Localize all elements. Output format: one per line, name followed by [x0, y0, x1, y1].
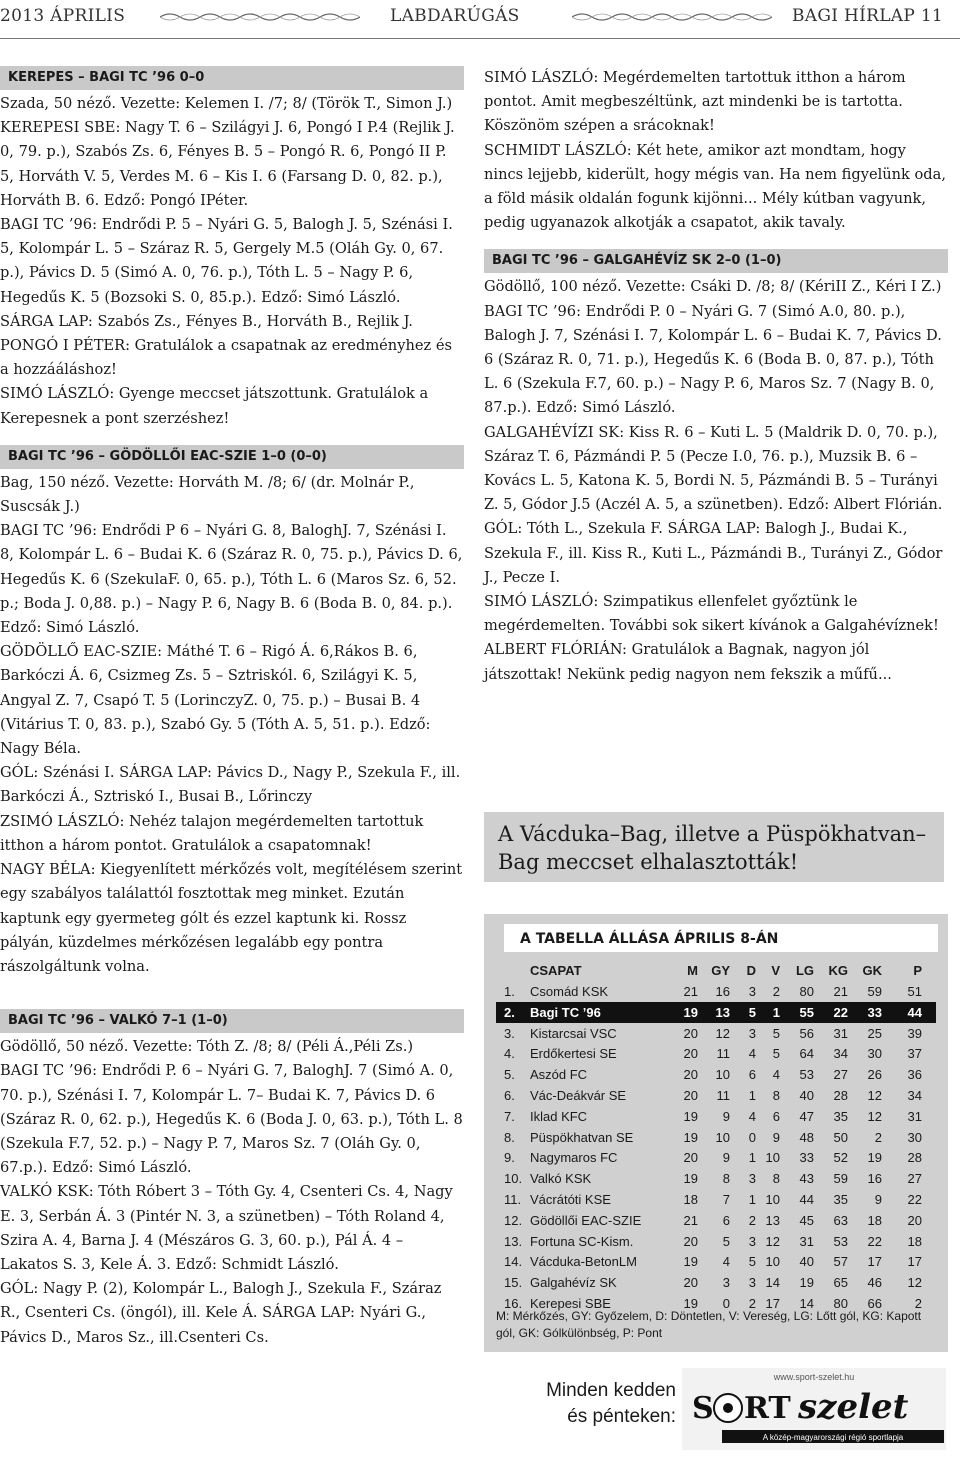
ad-text — [504, 1378, 676, 1430]
table-row — [496, 1168, 936, 1189]
match-info: Gödöllő, 100 néző. Vezette: Csáki D. /8; 8/ (KériII Z., Kéri I Z.) — [484, 278, 942, 296]
table-cell: 3 — [748, 1275, 756, 1291]
table-cell: 19 — [683, 1171, 698, 1187]
table-cell: 33 — [867, 1004, 882, 1020]
table-cell: 59 — [833, 1171, 848, 1187]
table-cell: 34 — [833, 1046, 848, 1062]
table-cell: 13 — [765, 1212, 780, 1228]
quote-simo: SIMÓ LÁSZLÓ: Megérdemelten tartottuk itthon a három pontot. Amit megbeszéltünk, azt mindenki be is tartotta. Köszönöm szépen a srácoknak! — [484, 69, 906, 135]
team-name: Valkó KSK — [530, 1171, 592, 1187]
right-column — [484, 66, 948, 687]
table-cell: 6 — [748, 1067, 756, 1083]
table-cell: 25 — [867, 1025, 882, 1041]
ornament-left — [160, 11, 360, 23]
table-cell: 20 — [683, 1025, 698, 1041]
section-title-godollo: BAGI TC ’96 – GÖDÖLLŐI EAC-SZIE 1–0 (0–0) — [0, 445, 464, 469]
team-name: Vácduka-BetonLM — [530, 1254, 637, 1270]
table-cell: 10 — [765, 1150, 780, 1166]
table-cell: 6. — [504, 1088, 515, 1103]
lineup-bag: BAGI TC ’96: Endrődi P 6 – Nyári G. 8, BaloghJ. 7, Szénási I. 8, Kolompár L. 6 – Budai K. 6 (Száraz R. 0, 75. p.), Pávics D. 6, Hegedűs K. 6 (SzekulaF. 0, 65. p.), Tóth L. 6 (Maros Sz. 6, 52. p.; Boda J. 0,88. p.) – Nagy P. 6, Nagy B. 6 (Boda B. 0, 84. p.). Edző: Simó László. — [0, 522, 463, 637]
logo-url: www.sport-szelet.hu — [773, 1372, 855, 1382]
table-row — [496, 1064, 936, 1085]
table-cell: 2 — [874, 1129, 882, 1145]
table-cell: 51 — [907, 984, 922, 999]
section-title-kerepes: KEREPES – BAGI TC ’96 0–0 — [0, 66, 464, 90]
table-cell: 1 — [748, 1088, 756, 1103]
lineup-godollo: GÖDÖLLŐ EAC-SZIE: Máthé T. 6 – Rigó Á. 6,Rákos B. 6, Barkóczi Á. 6, Csizmeg Zs. 5 – Sztriskól. 6, Szilágyi K. 5, Angyal Z. 7, Csapó T. 5 (LorinczyZ. 0, 75. p.) – Busai B. 4 (Vitárius T. 0, 83. p.), Szabó Gy. 5 (Tóth A. 5, 51. p.). Edző: Nagy Béla. — [0, 643, 431, 758]
table-cell: 12 — [867, 1088, 882, 1103]
lineup-kerepes: KEREPESI SBE: Nagy T. 6 – Szilágyi J. 6, Pongó I P.4 (Rejlik J. 0, 79. p.), Szabós Zs. 6, Fényes B. 5 – Pongó R. 6, Pongó II P. 5, Horváth V. 5, Verdes M. 6 – Kis I. 6 (Farsang D. 0, 82. p.), Horváth B. 6. Edző: Pongó IPéter. — [0, 119, 455, 209]
table-cell: 56 — [799, 1025, 814, 1041]
table-cell: 37 — [907, 1046, 922, 1062]
table-cell: 16 — [715, 984, 730, 999]
table-cell: 30 — [867, 1046, 882, 1062]
table-cell: 12 — [867, 1108, 882, 1124]
table-cell: 0 — [722, 1296, 730, 1311]
table-cell: 44 — [799, 1192, 814, 1207]
table-cell: 9. — [504, 1150, 515, 1166]
match-info: Bag, 150 néző. Vezette: Horváth M. /8; 6/ (dr. Molnár P., Suscsák J.) — [0, 473, 415, 516]
table-cell: 10 — [715, 1129, 730, 1145]
svg-text:RT: RT — [744, 1391, 791, 1426]
table-cell: 3 — [722, 1275, 730, 1291]
table-cell: 21 — [683, 1212, 698, 1228]
table-cell: 2 — [748, 1212, 756, 1228]
ad-line-1: Minden kedden — [546, 1380, 676, 1401]
table-cell: 57 — [833, 1254, 848, 1270]
table-title: A TABELLA ÁLLÁSA ÁPRILIS 8-ÁN — [504, 924, 938, 952]
table-row — [496, 1043, 936, 1064]
table-cell: 47 — [799, 1108, 814, 1124]
postponed-banner: A Vácduka–Bag, illetve a Püspökhatvan–Bag meccset elhalasztották! — [484, 812, 944, 882]
section-title-valko: BAGI TC ’96 – VALKÓ 7–1 (1–0) — [0, 1009, 464, 1033]
team-name: Kerepesi SBE — [530, 1296, 611, 1311]
table-cell: 17 — [907, 1254, 922, 1270]
table-cell: 21 — [683, 984, 698, 999]
team-name: Vácrátóti KSE — [530, 1192, 611, 1207]
col-header: V — [771, 963, 780, 978]
table-cell: 16 — [867, 1171, 882, 1187]
col-header: GY — [711, 963, 730, 978]
table-cell: 10 — [765, 1192, 780, 1207]
table-cell: 80 — [833, 1296, 848, 1311]
header-date: 2013 ÁPRILIS — [0, 6, 126, 26]
table-cell: 48 — [799, 1129, 814, 1145]
table-cell: 1 — [772, 1004, 780, 1020]
table-cell: 8 — [772, 1088, 780, 1103]
table-cell: 33 — [799, 1150, 814, 1166]
lineup-bag: BAGI TC ’96: Endrődi P. 5 – Nyári G. 5, Balogh J. 5, Szénási I. 5, Kolompár L. 5 – Száraz R. 5, Gergely M.5 (Oláh Gy. 0, 67. p.), Pávics D. 5 (Simó A. 0, 76. p.), Tóth L. 5 – Nagy P. 6, Hegedűs K. 5 (Bozsoki S. 0, 85.p.). Edző: Simó László. — [0, 216, 453, 306]
table-cell: 7 — [722, 1192, 730, 1207]
team-name: Püspökhatvan SE — [530, 1129, 634, 1145]
table-cell: 17 — [867, 1254, 882, 1270]
table-row — [496, 1127, 936, 1148]
table-cell: 14 — [799, 1296, 814, 1311]
table-cell: 4 — [748, 1108, 756, 1124]
section-title-galgaheviz: BAGI TC ’96 – GALGAHÉVÍZ SK 2–0 (1–0) — [484, 249, 948, 273]
table-cell: 1. — [504, 984, 515, 999]
team-name: Nagymaros FC — [530, 1150, 618, 1166]
table-row — [496, 1106, 936, 1127]
table-row — [496, 1210, 936, 1231]
table-cell: 15. — [504, 1275, 523, 1291]
table-cell: 26 — [867, 1067, 882, 1083]
table-cell: 5 — [772, 1025, 780, 1041]
lineup-galgaheviz: GALGAHÉVÍZI SK: Kiss R. 6 – Kuti L. 5 (Maldrik D. 0, 70. p.), Száraz T. 6, Pázmándi P. 5 (Pecze I.0, 76. p.), Muzsik B. 6 – Kovács L. 5, Katona K. 5, Bordi N. 5, Pázmándi B. 5 – Turányi Z. 5, Gódor J.5 (Aczél A. 5, a szünetben). Edző: Albert Flórián. — [484, 423, 943, 514]
header-section: LABDARÚGÁS — [390, 6, 520, 26]
table-cell: 13. — [504, 1233, 523, 1249]
table-cell: 12 — [907, 1275, 922, 1291]
table-legend: M: Mérkőzés, GY: Győzelem, D: Döntetlen, V: Vereség, LG: Lőtt gól, KG: Kapott gól, GK: Gólkülönbség, P: Pont — [496, 1309, 922, 1340]
table-cell: 8 — [722, 1171, 730, 1187]
table-cell: 3 — [748, 1025, 756, 1041]
col-header: LG — [795, 963, 814, 978]
table-cell: 46 — [867, 1275, 882, 1291]
table-cell: 12. — [504, 1212, 523, 1228]
table-cell: 64 — [799, 1046, 814, 1062]
left-column — [0, 66, 464, 1350]
table-cell: 5 — [772, 1046, 780, 1062]
table-cell: 9 — [722, 1150, 730, 1166]
table-cell: 19 — [683, 1129, 698, 1145]
table-cell: 44 — [907, 1004, 922, 1020]
table-cell: 11 — [716, 1088, 730, 1103]
team-name: Erdőkertesi SE — [530, 1046, 617, 1062]
table-cell: 53 — [833, 1233, 848, 1249]
table-cell: 5. — [504, 1067, 515, 1083]
quote-zsimo: ZSIMÓ LÁSZLÓ: Nehéz talajon megérdemelten tartottuk itthon a három pontot. Gratulálok a csapatomnak! — [0, 812, 424, 854]
table-cell: 19 — [683, 1108, 698, 1124]
ornament-right — [572, 11, 772, 23]
table-cell: 39 — [907, 1025, 922, 1041]
table-cell: 8 — [772, 1171, 780, 1187]
table-cell: 5 — [748, 1254, 756, 1270]
table-cell: 18 — [907, 1233, 922, 1249]
table-cell: 5 — [748, 1004, 756, 1020]
table-cell: 17 — [765, 1296, 780, 1311]
table-row — [496, 1147, 936, 1168]
table-cell: 53 — [799, 1067, 814, 1083]
page-header — [0, 0, 960, 40]
quote-schmidt: SCHMIDT LÁSZLÓ: Két hete, amikor azt mondtam, hogy nincs lejjebb, kiderült, hogy mégis van. Ha nem figyelünk oda, a föld másik oldalán fogunk kijönni... Mély kútban vagyunk, pedig ugyanazok alkotják a csapatot, akik tavaly. — [484, 141, 946, 232]
table-cell: 20 — [683, 1046, 698, 1062]
lineup-bag: BAGI TC ’96: Endrődi P. 0 – Nyári G. 7 (Simó A.0, 80. p.), Balogh J. 7, Szénási I. 7, Kolompár L. 6 – Budai K. 7, Pávics D. 6 (Száraz R. 0, 71. p.), Hegedűs K. 6 (Boda B. 0, 87. p.), Tóth L. 6 (Szekula F.7, 60. p.) – Nagy P. 6, Maros Sz. 7 (Nagy B. 0, 87.p.). Edző: Simó László. — [484, 302, 942, 417]
table-cell: 43 — [799, 1171, 814, 1187]
table-row — [496, 981, 936, 1002]
table-row — [496, 1272, 936, 1293]
table-cell: 40 — [799, 1254, 814, 1270]
table-cell: 8. — [504, 1129, 515, 1145]
table-cell: 21 — [833, 984, 848, 999]
sportszelet-logo — [682, 1368, 946, 1450]
table-cell: 20 — [683, 1150, 698, 1166]
table-cell: 13 — [715, 1004, 730, 1020]
goals-cards: GÓL: Nagy P. (2), Kolompár L., Balogh J., Szekula F., Száraz R., Csenteri Cs. (öngól), ill. Kele Á. SÁRGA LAP: Nyári G., Pávics D., Maros Sz., ill.Csenteri Cs. — [0, 1280, 442, 1346]
quote-pongo: PONGÓ I PÉTER: Gratulálok a csapatnak az eredményhez és a hozzááláshoz! — [0, 337, 452, 379]
table-cell: 52 — [833, 1150, 848, 1166]
table-cell: 3. — [504, 1025, 515, 1041]
table-cell: 34 — [907, 1088, 922, 1103]
table-cell: 20 — [907, 1212, 922, 1228]
team-name: Iklad KFC — [530, 1108, 588, 1124]
table-cell: 11 — [716, 1046, 730, 1062]
table-row — [496, 1085, 936, 1106]
table-cell: 2 — [748, 1296, 756, 1311]
col-header: P — [913, 963, 922, 978]
table-cell: 40 — [799, 1088, 814, 1103]
table-cell: 6 — [722, 1212, 730, 1228]
table-cell: 22 — [907, 1192, 922, 1207]
table-cell: 3 — [748, 984, 756, 999]
yellow-cards: SÁRGA LAP: Szabós Zs., Fényes B., Horváth B., Rejlik J. — [0, 312, 413, 330]
match-info: Szada, 50 néző. Vezette: Kelemen I. /7; 8/ (Török T., Simon J.) — [0, 95, 453, 112]
table-cell: 1 — [748, 1192, 756, 1207]
goals-cards: GÓL: Tóth L., Szekula F. SÁRGA LAP: Balogh J., Budai K., Szekula F., ill. Kiss R., Kuti L., Pázmándi B., Turányi Z., Gódor J., Pecze I. — [484, 520, 943, 586]
team-name: Csomád KSK — [530, 984, 609, 999]
table-cell: 31 — [907, 1108, 922, 1124]
table-cell: 63 — [833, 1212, 848, 1228]
team-name: Gödöllői EAC-SZIE — [530, 1212, 642, 1228]
table-cell: 4 — [722, 1254, 730, 1270]
col-header: D — [746, 963, 756, 978]
table-cell: 4. — [504, 1046, 515, 1062]
table-cell: 9 — [772, 1129, 780, 1145]
table-cell: 50 — [833, 1129, 848, 1145]
table-cell: 0 — [748, 1129, 756, 1145]
table-cell: 9 — [722, 1108, 730, 1124]
table-cell: 14. — [504, 1254, 523, 1270]
table-cell: 19 — [683, 1296, 698, 1311]
league-table — [484, 914, 948, 1352]
col-header: KG — [828, 963, 848, 978]
team-name: Kistarcsai VSC — [530, 1025, 617, 1041]
table-row — [496, 1231, 936, 1252]
team-name: Bagi TC ’96 — [530, 1004, 601, 1020]
table-cell: 28 — [833, 1088, 848, 1103]
table-cell: 14 — [765, 1275, 780, 1291]
table-cell: 22 — [867, 1233, 882, 1249]
table-cell: 65 — [833, 1275, 848, 1291]
header-rule — [0, 38, 960, 39]
table-row — [496, 1251, 936, 1272]
team-name: Aszód FC — [530, 1067, 588, 1083]
header-publication: BAGI HÍRLAP 11 — [792, 6, 944, 26]
col-header: GK — [862, 963, 882, 978]
table-cell: 7. — [504, 1108, 515, 1124]
logo-tagline: A közép-magyarországi régió sportlapja — [762, 1433, 904, 1442]
ad-line-2: és pénteken: — [567, 1406, 676, 1427]
table-cell: 45 — [799, 1212, 814, 1228]
table-cell: 66 — [867, 1296, 882, 1311]
table-cell: 31 — [833, 1025, 848, 1041]
table-cell: 36 — [907, 1067, 922, 1083]
team-name: Galgahévíz SK — [530, 1275, 617, 1291]
table-cell: 20 — [683, 1233, 698, 1249]
table-cell: 9 — [874, 1192, 882, 1207]
table-cell: 20 — [683, 1067, 698, 1083]
svg-text:szelet: szelet — [798, 1387, 909, 1427]
table-cell: 1 — [748, 1150, 756, 1166]
table-cell: 10 — [765, 1254, 780, 1270]
table-cell: 2 — [772, 984, 780, 999]
table-cell: 11. — [504, 1192, 522, 1207]
table-cell: 20 — [683, 1088, 698, 1103]
table-cell: 4 — [748, 1046, 756, 1062]
table-row — [496, 1189, 936, 1210]
table-cell: 3 — [748, 1233, 756, 1249]
svg-text:S: S — [692, 1391, 714, 1426]
team-name: Fortuna SC-Kism. — [530, 1233, 634, 1249]
table-cell: 6 — [772, 1108, 780, 1124]
table-cell: 27 — [907, 1171, 922, 1187]
table-cell: 18 — [683, 1192, 698, 1207]
lineup-valko: VALKÓ KSK: Tóth Róbert 3 – Tóth Gy. 4, Csenteri Cs. 4, Nagy E. 3, Serbán Á. 3 (Pintér N. 3, a szünetben) – Tóth Roland 4, Szira A. 4, Barna J. 4 (Mészáros G. 3, 60. p.), Pál Á. 4 – Lakatos S. 3, Kele Á. 3. Edző: Schmidt László. — [0, 1183, 453, 1273]
goals-cards: GÓL: Szénási I. SÁRGA LAP: Pávics D., Nagy P., Szekula F., ill. Barkóczi Á., Sztriskó I., Busai B., Lőrinczy — [0, 764, 461, 806]
table-cell: 19 — [867, 1150, 882, 1166]
table-cell: 10 — [715, 1067, 730, 1083]
lineup-bag: BAGI TC ’96: Endrődi P. 6 – Nyári G. 7, BaloghJ. 7 (Simó A. 0, 70. p.), Szénási I. 7, Kolompár L. 7– Budai K. 7, Pávics D. 6 (Száraz R. 0, 62. p.), Hegedűs K. 6 (Boda J. 0, 63. p.), Tóth L. 8 (Szekula F.7, 52. p.) – Nagy P. 7, Maros Sz. 7 (Oláh Gy. 0, 67.p.). Edző: Simó László. — [0, 1062, 463, 1177]
sportszelet-ad[interactable] — [484, 1360, 948, 1452]
team-name: Vác-Deákvár SE — [530, 1088, 627, 1103]
col-header: CSAPAT — [530, 963, 582, 978]
table-cell: 4 — [772, 1067, 780, 1083]
table-cell: 12 — [765, 1233, 780, 1249]
table-cell: 3 — [748, 1171, 756, 1187]
table-cell: 19 — [799, 1275, 814, 1291]
table-cell: 5 — [722, 1233, 730, 1249]
match-info: Gödöllő, 50 néző. Vezette: Tóth Z. /8; 8/ (Péli Á.,Péli Zs.) — [0, 1038, 414, 1056]
table-cell: 31 — [799, 1233, 814, 1249]
quote-albert: ALBERT FLÓRIÁN: Gratulálok a Bagnak, nagyon jól játszottak! Nekünk pedig nagyon nem fekszik a műfű... — [484, 641, 892, 683]
table-cell: 19 — [683, 1254, 698, 1270]
table-cell: 19 — [683, 1004, 698, 1020]
table-cell: 2. — [504, 1004, 515, 1020]
quote-simo: SIMÓ LÁSZLÓ: Gyenge meccset játszottunk. Gratulálok a Kerepesnek a pont szerzéshez! — [0, 385, 429, 427]
table-cell: 28 — [907, 1150, 922, 1166]
table-cell: 80 — [799, 984, 814, 999]
table-row — [496, 1023, 936, 1044]
table-cell: 18 — [867, 1212, 882, 1228]
quote-simo-2: SIMÓ LÁSZLÓ: Szimpatikus ellenfelet győztünk le megérdemelten. További sok sikert kívánok a Galgahévíznek! — [484, 593, 939, 635]
table-cell: 20 — [683, 1275, 698, 1291]
table-cell: 59 — [867, 984, 882, 999]
quote-nagy: NAGY BÉLA: Kiegyenlített mérkőzés volt, megítélésem szerint egy szabályos találattól fosztottak meg minket. Ezután kaptunk egy gyermeteg gólt és ezzel kaptunk ki. Rossz pályán, küzdelmes mérkőzésen legalább egy pontra rászolgáltunk volna. — [0, 861, 463, 975]
table-cell: 22 — [833, 1004, 848, 1020]
table-cell: 35 — [833, 1108, 848, 1124]
table-row — [496, 1002, 936, 1023]
table-cell: 2 — [914, 1296, 922, 1311]
col-header: M — [687, 963, 698, 978]
table-cell: 16. — [504, 1296, 523, 1311]
table-cell: 30 — [907, 1129, 922, 1145]
table-header-row — [496, 960, 936, 981]
table-cell: 10. — [504, 1171, 523, 1187]
table-cell: 35 — [833, 1192, 848, 1207]
table-cell: 12 — [715, 1025, 730, 1041]
table-cell: 27 — [833, 1067, 848, 1083]
table-cell: 55 — [799, 1004, 814, 1020]
